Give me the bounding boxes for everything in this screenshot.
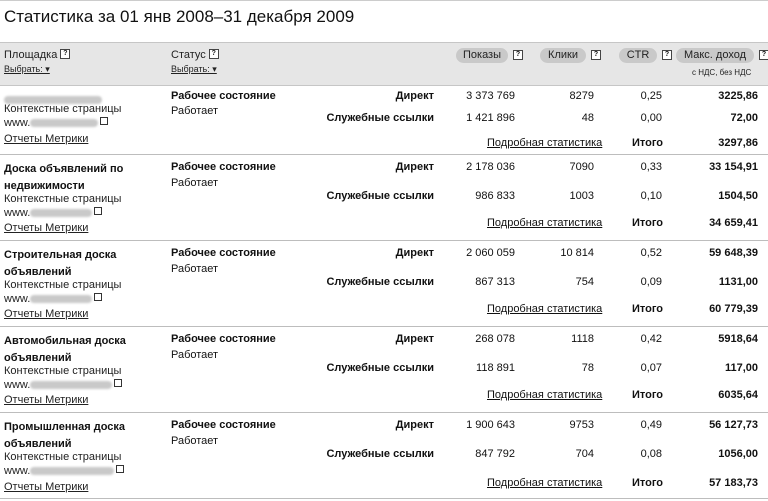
- service-ctr: 0,10: [640, 190, 662, 202]
- site-name[interactable]: Автомобильная доска объявлений: [4, 335, 126, 364]
- help-icon[interactable]: ?: [60, 49, 70, 59]
- status-main: Рабочее состояние: [171, 247, 276, 259]
- status-main: Рабочее состояние: [171, 333, 276, 345]
- help-icon[interactable]: ?: [209, 49, 219, 59]
- site-type: Контекстные страницы: [4, 451, 122, 463]
- service-shows: 847 792: [475, 448, 515, 460]
- column-site: [4, 49, 70, 75]
- site-row: [0, 327, 768, 413]
- column-clicks[interactable]: Клики: [540, 48, 586, 63]
- service-links-label: Служебные ссылки: [326, 362, 434, 374]
- direct-income: 56 127,73: [709, 419, 758, 431]
- service-clicks: 704: [575, 448, 594, 460]
- column-income[interactable]: Макс. доход: [676, 48, 754, 63]
- status-main: Рабочее состояние: [171, 90, 276, 102]
- total-income: 60 779,39: [709, 303, 758, 315]
- site-row: [0, 241, 768, 327]
- site-type: Контекстные страницы: [4, 103, 122, 115]
- direct-clicks: 8279: [569, 90, 594, 102]
- service-clicks: 48: [581, 112, 594, 124]
- top-border: [0, 0, 768, 1]
- total-income: 3297,86: [718, 137, 758, 149]
- help-icon[interactable]: ?: [513, 50, 523, 60]
- metrika-link[interactable]: Отчеты Метрики: [4, 222, 89, 234]
- help-icon[interactable]: ?: [662, 50, 672, 60]
- total-label: Итого: [632, 217, 664, 229]
- service-links-label: Служебные ссылки: [326, 276, 434, 288]
- service-income: 117,00: [724, 362, 758, 374]
- service-income: 1056,00: [718, 448, 758, 460]
- direct-ctr: 0,42: [640, 333, 662, 345]
- service-links-label: Служебные ссылки: [326, 112, 434, 124]
- service-income: 1504,50: [718, 190, 758, 202]
- column-status: [171, 49, 219, 75]
- status-sub: Работает: [171, 349, 219, 361]
- direct-income: 33 154,91: [709, 161, 758, 173]
- column-status-label: Статус: [171, 49, 206, 61]
- detail-stats-link[interactable]: Подробная статистика: [487, 303, 603, 315]
- service-clicks: 1003: [569, 190, 594, 202]
- service-ctr: 0,08: [640, 448, 662, 460]
- direct-clicks: 10 814: [560, 247, 594, 259]
- help-icon[interactable]: ?: [759, 50, 768, 60]
- service-shows: 1 421 896: [466, 112, 515, 124]
- site-url[interactable]: www.: [4, 379, 122, 391]
- site-url[interactable]: www.: [4, 117, 108, 129]
- status-sub: Работает: [171, 177, 219, 189]
- service-ctr: 0,00: [640, 112, 662, 124]
- site-row: [0, 86, 768, 155]
- service-income: 72,00: [730, 112, 758, 124]
- direct-label: Директ: [395, 161, 434, 173]
- status-sub: Работает: [171, 105, 219, 117]
- site-url[interactable]: www.: [4, 465, 124, 477]
- total-label: Итого: [632, 477, 664, 489]
- direct-label: Директ: [395, 333, 434, 345]
- service-shows: 867 313: [475, 276, 515, 288]
- service-clicks: 754: [575, 276, 594, 288]
- detail-stats-link[interactable]: Подробная статистика: [487, 217, 603, 229]
- direct-label: Директ: [395, 247, 434, 259]
- total-label: Итого: [632, 137, 664, 149]
- site-name[interactable]: Доска объявлений по недвижимости: [4, 163, 124, 192]
- total-income: 34 659,41: [709, 217, 758, 229]
- direct-income: 59 648,39: [709, 247, 758, 259]
- site-name[interactable]: Строительная доска объявлений: [4, 249, 117, 278]
- direct-income: 3225,86: [718, 90, 758, 102]
- vat-toggle[interactable]: с НДС, без НДС: [692, 68, 752, 77]
- direct-label: Директ: [395, 419, 434, 431]
- total-label: Итого: [632, 303, 664, 315]
- site-type: Контекстные страницы: [4, 193, 122, 205]
- column-shows[interactable]: Показы: [456, 48, 508, 63]
- direct-shows: 2 178 036: [466, 161, 515, 173]
- direct-clicks: 9753: [569, 419, 594, 431]
- direct-ctr: 0,49: [640, 419, 662, 431]
- service-clicks: 78: [581, 362, 594, 374]
- service-ctr: 0,07: [640, 362, 662, 374]
- status-main: Рабочее состояние: [171, 161, 276, 173]
- service-links-label: Служебные ссылки: [326, 448, 434, 460]
- direct-ctr: 0,25: [640, 90, 662, 102]
- direct-shows: 1 900 643: [466, 419, 515, 431]
- direct-label: Директ: [395, 90, 434, 102]
- direct-income: 5918,64: [718, 333, 758, 345]
- service-links-label: Служебные ссылки: [326, 190, 434, 202]
- site-filter-dropdown[interactable]: Выбрать: ▾: [4, 64, 50, 74]
- site-url[interactable]: www.: [4, 207, 102, 219]
- status-main: Рабочее состояние: [171, 419, 276, 431]
- service-ctr: 0,09: [640, 276, 662, 288]
- direct-clicks: 7090: [569, 161, 594, 173]
- service-income: 1131,00: [718, 276, 758, 288]
- site-type: Контекстные страницы: [4, 279, 122, 291]
- direct-ctr: 0,52: [640, 247, 662, 259]
- site-row: [0, 413, 768, 499]
- site-name[interactable]: Промышленная доска объявлений: [4, 421, 126, 450]
- service-shows: 986 833: [475, 190, 515, 202]
- direct-shows: 268 078: [475, 333, 515, 345]
- site-url[interactable]: www.: [4, 293, 102, 305]
- external-link-icon[interactable]: [94, 207, 102, 215]
- page-title: Статистика за 01 янв 2008–31 декабря 2009: [4, 7, 355, 26]
- direct-shows: 2 060 059: [466, 247, 515, 259]
- site-type: Контекстные страницы: [4, 365, 122, 377]
- column-ctr[interactable]: CTR: [619, 48, 657, 63]
- direct-shows: 3 373 769: [466, 90, 515, 102]
- status-sub: Работает: [171, 435, 219, 447]
- service-shows: 118 891: [476, 362, 515, 374]
- column-site-label: Площадка: [4, 49, 58, 61]
- detail-stats-link[interactable]: Подробная статистика: [487, 137, 603, 149]
- help-icon[interactable]: ?: [591, 50, 601, 60]
- total-income: 6035,64: [718, 389, 758, 401]
- direct-ctr: 0,33: [640, 161, 662, 173]
- metrika-link[interactable]: Отчеты Метрики: [4, 481, 89, 493]
- metrika-link[interactable]: Отчеты Метрики: [4, 133, 89, 145]
- detail-stats-link[interactable]: Подробная статистика: [487, 477, 603, 489]
- external-link-icon[interactable]: [114, 379, 122, 387]
- site-row: [0, 155, 768, 241]
- external-link-icon[interactable]: [94, 293, 102, 301]
- direct-clicks: 1118: [571, 333, 594, 345]
- total-label: Итого: [632, 389, 664, 401]
- status-sub: Работает: [171, 263, 219, 275]
- detail-stats-link[interactable]: Подробная статистика: [487, 389, 603, 401]
- external-link-icon[interactable]: [100, 117, 108, 125]
- status-filter-dropdown[interactable]: Выбрать: ▾: [171, 64, 217, 74]
- total-income: 57 183,73: [709, 477, 758, 489]
- metrika-link[interactable]: Отчеты Метрики: [4, 308, 89, 320]
- metrika-link[interactable]: Отчеты Метрики: [4, 394, 89, 406]
- table-header: [0, 42, 768, 86]
- external-link-icon[interactable]: [116, 465, 124, 473]
